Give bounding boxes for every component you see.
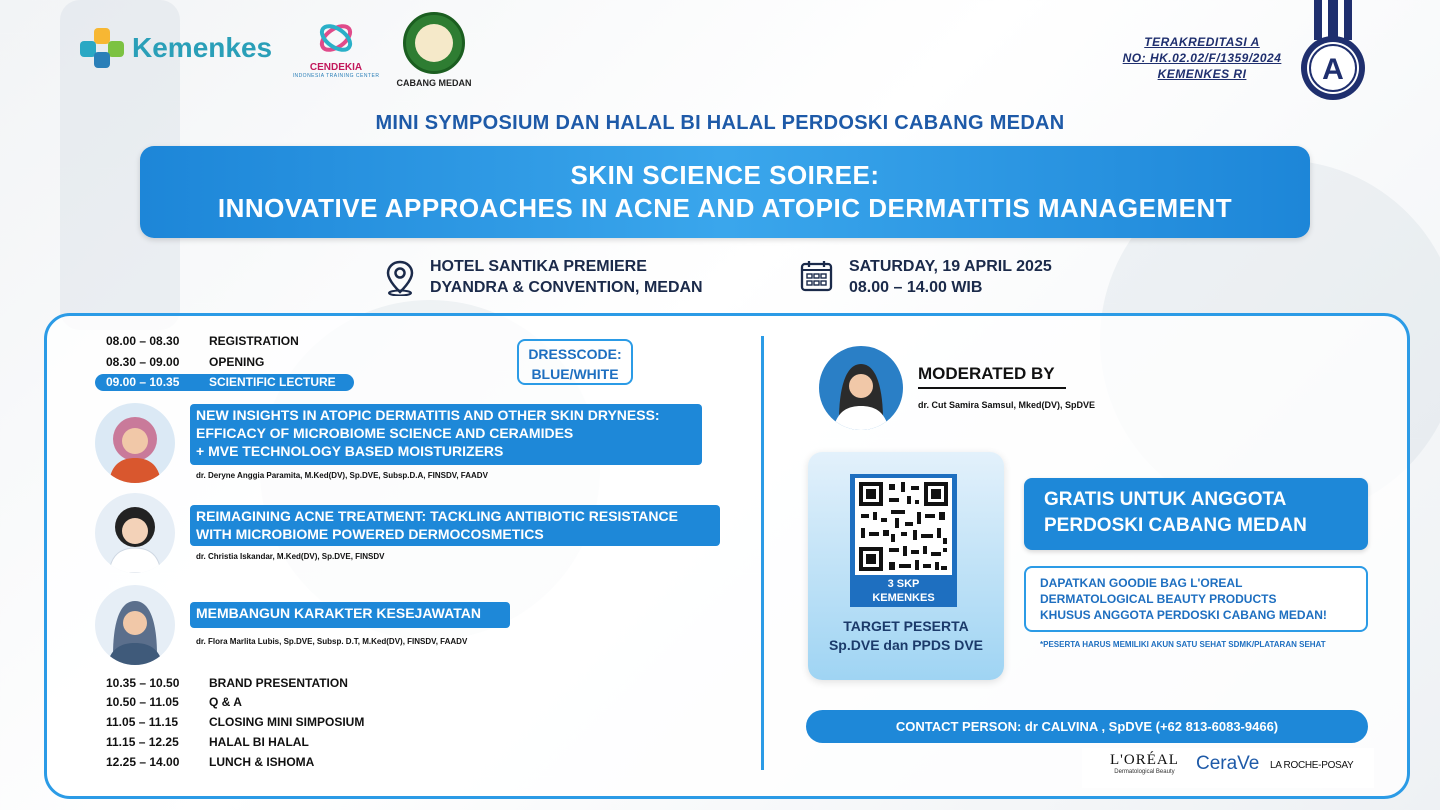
speaker-avatar <box>95 403 175 483</box>
venue-line: DYANDRA & CONVENTION, MEDAN <box>430 279 703 296</box>
event-title-line: INNOVATIVE APPROACHES IN ACNE AND ATOPIC DERMATITIS MANAGEMENT <box>217 193 1233 223</box>
schedule-bottom <box>106 676 406 776</box>
lecture-speaker: dr. Deryne Anggia Paramita, M.Ked(DV), Sp.DVE, Subsp.D.A, FINSDV, FAADV <box>196 471 488 480</box>
schedule-row <box>106 334 366 350</box>
schedule-time: 08.00 – 08.30 <box>106 334 180 348</box>
venue-line: HOTEL SANTIKA PREMIERE <box>430 258 647 275</box>
contact-person-bar[interactable]: CONTACT PERSON: dr CALVINA , SpDVE (+62 813-6083-9466) <box>806 710 1368 743</box>
cendekia-logo <box>278 14 394 79</box>
lecture-speaker: dr. Flora Marlita Lubis, Sp.DVE, Subsp. D.T, M.Ked(DV), FINSDV, FAADV <box>196 637 468 646</box>
schedule-event: OPENING <box>209 355 265 369</box>
skp-label <box>850 577 957 605</box>
schedule-row <box>106 375 366 391</box>
moderator-avatar <box>819 346 903 430</box>
accreditation-grade: A <box>1322 53 1344 86</box>
schedule-time: 11.05 – 11.15 <box>106 715 179 729</box>
schedule-event: BRAND PRESENTATION <box>209 676 348 690</box>
schedule-time: 12.25 – 14.00 <box>106 755 180 769</box>
lecture-speaker: dr. Christia Iskandar, M.Ked(DV), Sp.DVE, FINSDV <box>196 552 385 561</box>
qr-code-icon[interactable] <box>855 478 952 575</box>
cendekia-mark-icon <box>314 14 358 62</box>
schedule-time: 08.30 – 09.00 <box>106 355 180 369</box>
speaker-avatar <box>95 585 175 665</box>
schedule-event: SCIENTIFIC LECTURE <box>209 375 336 389</box>
laroche-posay-logo: LA ROCHE-POSAY <box>1270 760 1354 771</box>
calendar-icon <box>800 259 834 297</box>
free-line: PERDOSKI CABANG MEDAN <box>1044 515 1307 536</box>
skp-line: KEMENKES <box>872 592 935 604</box>
loreal-logo <box>1110 752 1179 775</box>
lecture-topic <box>190 505 720 546</box>
cerave-logo: CeraVe <box>1196 753 1260 774</box>
sponsor-logos <box>1082 748 1374 788</box>
date-line: SATURDAY, 19 APRIL 2025 <box>849 258 1052 275</box>
loreal-logo-text: L'ORÉAL <box>1110 752 1179 768</box>
lecture-topic-line: EFFICACY OF MICROBIOME SCIENCE AND CERAMIDES <box>196 425 574 441</box>
lecture-topic-line: REIMAGINING ACNE TREATMENT: TACKLING ANTIBIOTIC RESISTANCE <box>196 508 678 524</box>
event-title-line: SKIN SCIENCE SOIREE: <box>570 160 880 190</box>
schedule-time: 10.50 – 11.05 <box>106 695 179 709</box>
cendekia-name: CENDEKIA <box>309 62 363 73</box>
goodie-line: DERMATOLOGICAL BEAUTY PRODUCTS <box>1040 592 1277 606</box>
perdoski-caption: CABANG MEDAN <box>396 78 472 88</box>
lecture-topic-line: NEW INSIGHTS IN ATOPIC DERMATITIS AND OTHER SKIN DRYNESS: <box>196 407 660 423</box>
participant-note: *PESERTA HARUS MEMILIKI AKUN SATU SEHAT SDMK/PLATARAN SEHAT <box>1040 640 1326 649</box>
schedule-top <box>106 334 366 394</box>
skp-line: 3 SKP <box>887 578 920 590</box>
schedule-event: HALAL BI HALAL <box>209 735 309 749</box>
lecture-topic-line: MEMBANGUN KARAKTER KESEJAWATAN <box>196 605 481 621</box>
event-subtitle: MINI SYMPOSIUM DAN HALAL BI HALAL PERDOSKI CABANG MEDAN <box>375 112 1065 134</box>
schedule-row <box>106 676 406 692</box>
schedule-time: 11.15 – 12.25 <box>106 735 179 749</box>
schedule-event: CLOSING MINI SIMPOSIUM <box>209 715 365 729</box>
lecture-topic <box>190 602 510 628</box>
schedule-row <box>106 735 406 751</box>
moderator-label: MODERATED BY <box>918 364 1066 389</box>
target-participants <box>808 617 1004 655</box>
cendekia-subtitle: INDONESIA TRAINING CENTER <box>292 73 380 79</box>
schedule-time: 10.35 – 10.50 <box>106 676 180 690</box>
lecture-topic <box>190 404 702 465</box>
kemenkes-logo <box>80 28 272 68</box>
schedule-row <box>106 755 406 771</box>
dresscode-line: BLUE/WHITE <box>531 366 619 382</box>
accreditation-medal-icon <box>1298 0 1368 104</box>
schedule-event: Q & A <box>209 695 242 709</box>
accreditation-line: NO: HK.02.02/F/1359/2024 <box>1122 51 1282 65</box>
goodie-line: DAPATKAN GOODIE BAG L'OREAL <box>1040 576 1243 590</box>
kemenkes-mark-icon <box>80 28 124 68</box>
perdoski-logo <box>396 12 472 88</box>
lecture-topic-line: + MVE TECHNOLOGY BASED MOISTURIZERS <box>196 443 504 459</box>
dresscode-badge <box>517 339 633 385</box>
schedule-time: 09.00 – 10.35 <box>106 375 180 389</box>
column-divider <box>761 336 764 770</box>
schedule-row <box>106 695 406 711</box>
goodie-line: KHUSUS ANGGOTA PERDOSKI CABANG MEDAN! <box>1040 608 1327 622</box>
target-line: TARGET PESERTA <box>843 618 969 634</box>
schedule-event: REGISTRATION <box>209 334 299 348</box>
schedule-row <box>106 355 366 371</box>
speaker-avatar <box>95 493 175 573</box>
schedule-row <box>106 715 406 731</box>
goodie-bag-box <box>1024 566 1368 632</box>
date-text <box>849 256 1052 298</box>
free-line: GRATIS UNTUK ANGGOTA <box>1044 489 1287 510</box>
target-line: Sp.DVE dan PPDS DVE <box>828 637 984 653</box>
accreditation-line: TERAKREDITASI A <box>1144 35 1260 49</box>
perdoski-seal-icon <box>403 12 465 74</box>
loreal-logo-subtext: Dermatological Beauty <box>1114 769 1175 775</box>
accreditation-line: KEMENKES RI <box>1157 67 1247 81</box>
moderator-name: dr. Cut Samira Samsul, Mked(DV), SpDVE <box>918 400 1096 410</box>
free-member-banner <box>1024 478 1368 550</box>
kemenkes-logo-text: Kemenkes <box>132 32 273 63</box>
event-title-banner <box>140 146 1310 238</box>
accreditation-text <box>1112 34 1292 82</box>
venue-text <box>430 256 703 298</box>
map-pin-icon <box>384 260 416 300</box>
dresscode-line: DRESSCODE: <box>528 346 622 362</box>
schedule-event: LUNCH & ISHOMA <box>209 755 315 769</box>
date-line: 08.00 – 14.00 WIB <box>849 279 983 296</box>
lecture-topic-line: WITH MICROBIOME POWERED DERMOCOSMETICS <box>196 526 544 542</box>
